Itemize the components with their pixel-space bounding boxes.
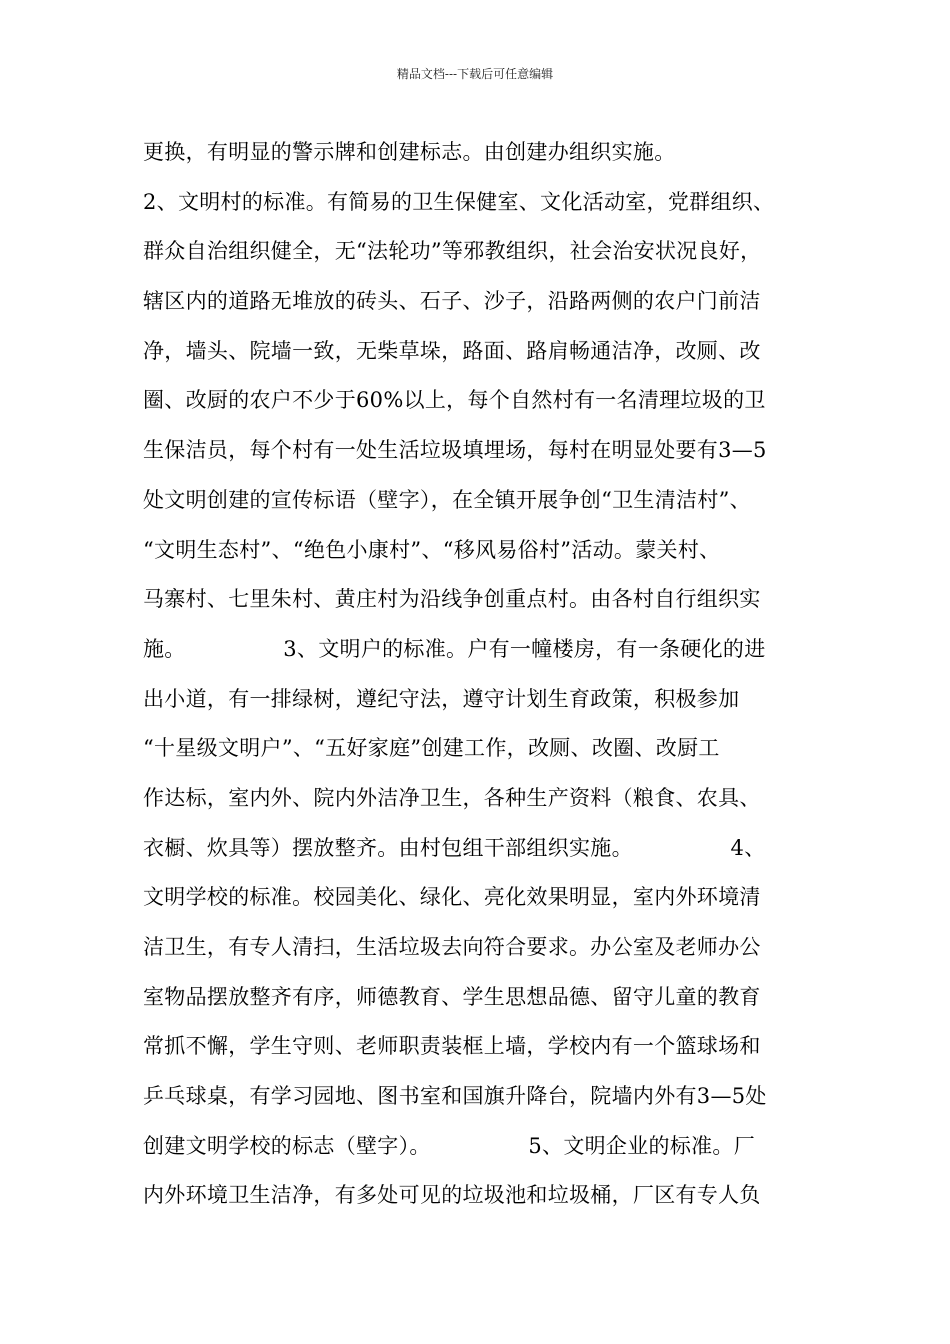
text-line: 衣橱、炊具等）摆放整齐。由村包组干部组织实施。 4、 [143, 835, 766, 860]
text-line: 文明学校的标准。校园美化、绿化、亮化效果明显，室内外环境清 [143, 885, 761, 910]
text-line: 净，墙头、院墙一致，无柴草垛，路面、路肩畅通洁净，改厕、改 [143, 338, 761, 363]
text-line: 常抓不懈，学生守则、老师职责装框上墙，学校内有一个篮球场和 [143, 1034, 761, 1059]
text-line: 内外环境卫生洁净，有多处可见的垃圾池和垃圾桶，厂区有专人负 [143, 1183, 761, 1208]
text-line: 辖区内的道路无堆放的砖头、石子、沙子，沿路两侧的农户门前洁 [143, 289, 761, 314]
text-line: 洁卫生，有专人清扫，生活垃圾去向符合要求。办公室及老师办公 [143, 935, 761, 959]
text-line: 创建文明学校的标志（壁字）。 5、文明企业的标准。厂 [143, 1133, 756, 1158]
page-header: 精品文档---下载后可任意编辑 [396, 67, 554, 81]
text-line: 施。 3、文明户的标准。户有一幢楼房，有一条硬化的进 [143, 636, 766, 661]
text-line: 2、文明村的标准。有简易的卫生保健室、文化活动室，党群组织、 [143, 189, 775, 214]
text-line: 生保洁员，每个村有一处生活垃圾填埋场，每村在明显处要有3—5 [143, 438, 767, 463]
text-line: “文明生态村”、“绝色小康村”、“移风易俗村”活动。蒙关村、 [143, 537, 721, 562]
text-line: 乒乓球桌，有学习园地、图书室和国旗升降台，院墙内外有3—5处 [143, 1084, 767, 1109]
text-line: 作达标，室内外、院内外洁净卫生，各种生产资料（粮食、农具、 [143, 785, 761, 810]
text-line: 马寨村、七里朱村、黄庄村为沿线争创重点村。由各村自行组织实 [143, 587, 761, 612]
document-body [143, 128, 843, 1221]
text-line: 圈、改厨的农户不少于60%以上，每个自然村有一名清理垃圾的卫 [143, 388, 766, 413]
text-line: 室物品摆放整齐有序，师德教育、学生思想品德、留守儿童的教育 [143, 984, 761, 1009]
text-line: “十星级文明户”、“五好家庭”创建工作，改厕、改圈、改厨工 [143, 736, 720, 761]
text-line: 出小道，有一排绿树，遵纪守法，遵守计划生育政策，积极参加 [143, 686, 740, 711]
text-line: 群众自治组织健全，无“法轮功”等邪教组织，社会治安状况良好， [143, 239, 762, 264]
text-line: 更换，有明显的警示牌和创建标志。由创建办组织实施。 [143, 140, 676, 164]
text-line: 处文明创建的宣传标语（壁字），在全镇开展争创“卫生清洁村”、 [143, 487, 751, 512]
